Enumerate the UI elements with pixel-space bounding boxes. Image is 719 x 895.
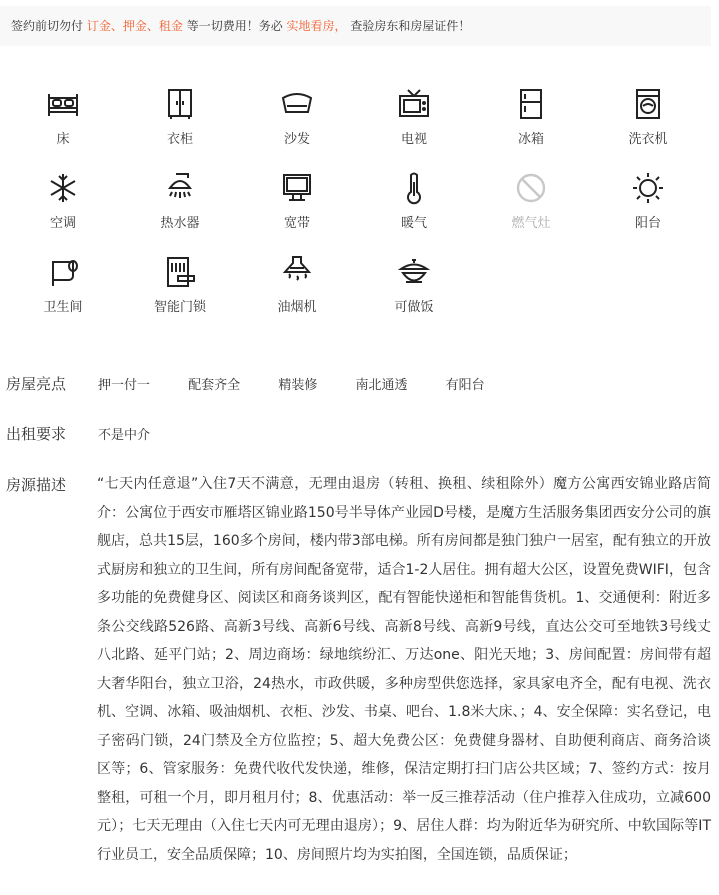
facility-label: 燃气灶 xyxy=(511,216,551,231)
no-gas-icon xyxy=(513,170,549,206)
toilet-paper-icon xyxy=(45,254,81,290)
facility-bed xyxy=(8,86,118,156)
facility-sofa xyxy=(242,86,352,156)
water-heater-icon xyxy=(162,170,198,206)
facility-gas-stove xyxy=(476,170,586,240)
description-text: “七天内任意退”入住7天不满意，无理由退房（转租、换租、续租除外）魔方公寓西安锦业路店简介：公寓位于西安市雁塔区锦业路150号半导体产业园D号楼，是魔方生活服务集团西安分公司的旗舰店，总共15层，160多个房间，楼内带3部电梯。所有房间都是独门独户一居室，配有独立的开放式厨房和独立的卫生间，所有房间配备宽带，适合1-2人居住。拥有超大公区，设置免费WIFI，包含多功能的免费健身区、阅读区和商务谈判区，配有智能快递柜和智能售货机。1、交通便利：附近多条公交线路526路、高新3号线、高新6号线、高新8号线、高新9号线，直达公交可至地铁3号线丈八北路、延平门站；2、周边商场：绿地缤纷汇、万达one、阳光天地；3、房间配置：房间带有超大奢华阳台，独立卫浴，24热水，市政供暖，多种房型供您选择，家具家电齐全，配有电视、洗衣机、空调、冰箱、吸油烟机、衣柜、沙发、书桌、吧台、1.8米大床、；4、安全保障：实名登记，电子密码门锁，24门禁及全方位监控；5、超大免费公区：免费健身器材、自助便利商店、商务洽谈区等；6、管家服务：免费代收代发快递，维修，保洁定期打扫门店公共区域；7、签约方式：按月整租，可租一个月，即月租月付；8、优惠活动：举一反三推荐活动（住户推荐入住成功，立减600元）；七天无理由（入住七天内可无理由退房）；9、居住人群：均为附近华为研究所、中软国际等IT行业员工，安全品质保障；10、房间照片均为实拍图，全国连锁，品质保证； xyxy=(97,476,711,863)
facility-label: 宽带 xyxy=(283,216,310,231)
description-key: 房源描述 xyxy=(6,476,67,494)
facility-bathroom xyxy=(8,254,118,324)
facility-label: 电视 xyxy=(400,132,427,147)
highlight-tag: 有阳台 xyxy=(445,378,485,393)
smart-lock-icon xyxy=(162,254,198,290)
highlight-tag: 南北通透 xyxy=(355,378,408,393)
facility-label: 阳台 xyxy=(634,216,661,231)
facility-label: 热水器 xyxy=(160,216,200,231)
facility-tv xyxy=(359,86,469,156)
requirements-row xyxy=(6,423,716,447)
facility-broadband xyxy=(242,170,352,240)
cooking-pot-icon xyxy=(396,254,432,290)
facility-label: 冰箱 xyxy=(517,132,544,147)
requirements-key: 出租要求 xyxy=(6,425,67,443)
range-hood-icon xyxy=(279,254,315,290)
thermometer-icon xyxy=(396,170,432,206)
fridge-icon xyxy=(513,86,549,122)
monitor-icon xyxy=(279,170,315,206)
tv-icon xyxy=(396,86,432,122)
highlight-tag: 押一付一 xyxy=(98,378,151,393)
facility-heating xyxy=(359,170,469,240)
highlight-tag: 精装修 xyxy=(278,378,318,393)
facility-cooking xyxy=(359,254,469,324)
facility-range-hood xyxy=(242,254,352,324)
notice-visit-highlight: 实地看房， xyxy=(286,19,347,33)
safety-notice xyxy=(0,6,711,46)
notice-suffix: 查验房东和房屋证件！ xyxy=(350,19,471,33)
snowflake-icon xyxy=(45,170,81,206)
bed-icon xyxy=(45,86,81,122)
facility-label: 床 xyxy=(56,132,70,147)
facility-air-conditioner xyxy=(8,170,118,240)
highlight-tags xyxy=(98,374,519,393)
facility-label: 可做饭 xyxy=(394,300,434,315)
highlights-key: 房屋亮点 xyxy=(6,375,67,393)
highlights-row xyxy=(6,373,716,397)
facility-label: 卫生间 xyxy=(43,300,83,315)
requirements-value-wrap xyxy=(98,424,184,443)
facility-label: 洗衣机 xyxy=(628,132,668,147)
description-row xyxy=(6,474,96,498)
facility-label: 沙发 xyxy=(283,132,310,147)
facility-label: 空调 xyxy=(49,216,76,231)
washing-machine-icon xyxy=(630,86,666,122)
facility-wardrobe xyxy=(125,86,235,156)
facility-water-heater xyxy=(125,170,235,240)
facility-washing-machine xyxy=(593,86,703,156)
facility-label: 智能门锁 xyxy=(153,300,206,315)
sofa-icon xyxy=(279,86,315,122)
wardrobe-icon xyxy=(162,86,198,122)
notice-fees-highlight: 订金、押金、租金 xyxy=(86,19,183,33)
sun-icon xyxy=(630,170,666,206)
facility-label: 油烟机 xyxy=(277,300,317,315)
facility-fridge xyxy=(476,86,586,156)
notice-middle: 等一切费用！务必 xyxy=(186,19,283,33)
requirements-value: 不是中介 xyxy=(98,428,151,443)
facility-smart-lock xyxy=(125,254,235,324)
facility-label: 暖气 xyxy=(400,216,427,231)
facility-label: 衣柜 xyxy=(166,132,193,147)
notice-prefix: 签约前切勿付 xyxy=(11,19,84,33)
highlight-tag: 配套齐全 xyxy=(188,378,241,393)
facility-balcony xyxy=(593,170,703,240)
